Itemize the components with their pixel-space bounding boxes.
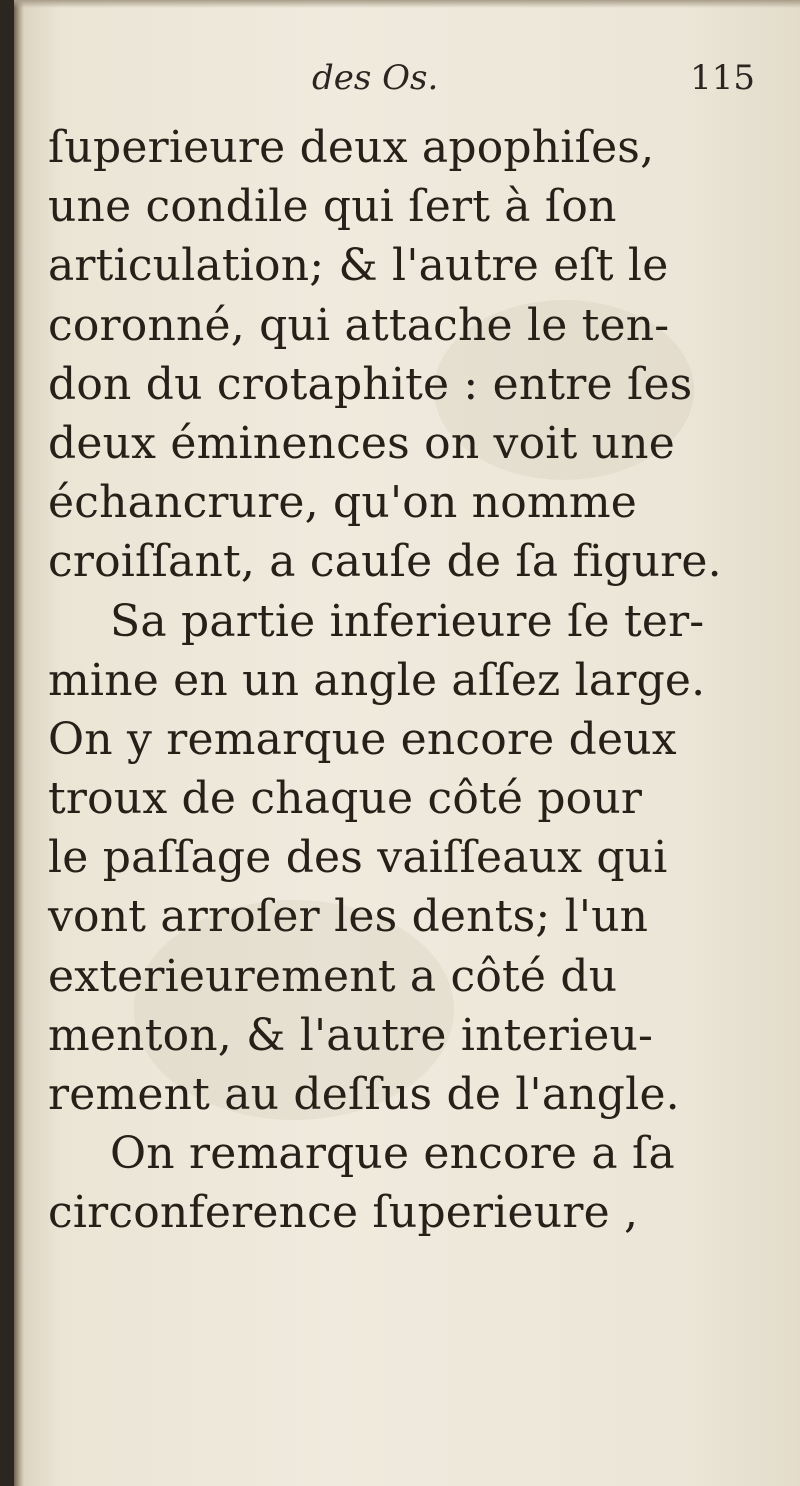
text-line: ſuperieure deux apophiſes, xyxy=(48,122,655,173)
page-number: 115 xyxy=(690,58,755,98)
text-line: le paſſage des vaiſſeaux qui xyxy=(48,832,668,884)
text-line: circonference ſuperieure , xyxy=(48,1187,639,1239)
text-line: une condile qui ſert à ſon xyxy=(48,181,617,233)
text-line: rement au deſſus de l'angle. xyxy=(48,1069,680,1120)
text-line: exterieurement a côté du xyxy=(48,950,618,1002)
text-line: articulation; & l'autre eſt le xyxy=(48,240,669,292)
text-line: menton, & l'autre interieu- xyxy=(48,1009,654,1061)
page-header xyxy=(14,58,800,108)
text-line: croiſſant, a cauſe de ſa figure. xyxy=(48,536,722,588)
text-line: vont arroſer les dents; l'un xyxy=(48,891,649,943)
text-line: troux de chaque côté pour xyxy=(48,773,643,825)
text-line: coronné, qui attache le ten- xyxy=(48,299,670,351)
text-line: On y remarque encore deux xyxy=(48,713,677,765)
text-line: deux éminences on voit une xyxy=(48,417,675,469)
paragraph-start-line: Sa partie inferieure ſe ter- xyxy=(110,595,705,647)
body-text xyxy=(48,118,748,1243)
running-head: des Os. xyxy=(312,58,439,98)
text-line: don du crotaphite : entre ſes xyxy=(48,358,693,410)
book-page xyxy=(14,0,800,1486)
text-line: mine en un angle aſſez large. xyxy=(48,654,706,706)
text-line: échancrure, qu'on nomme xyxy=(48,477,637,529)
paragraph-start-line: On remarque encore a ſa xyxy=(110,1128,675,1180)
